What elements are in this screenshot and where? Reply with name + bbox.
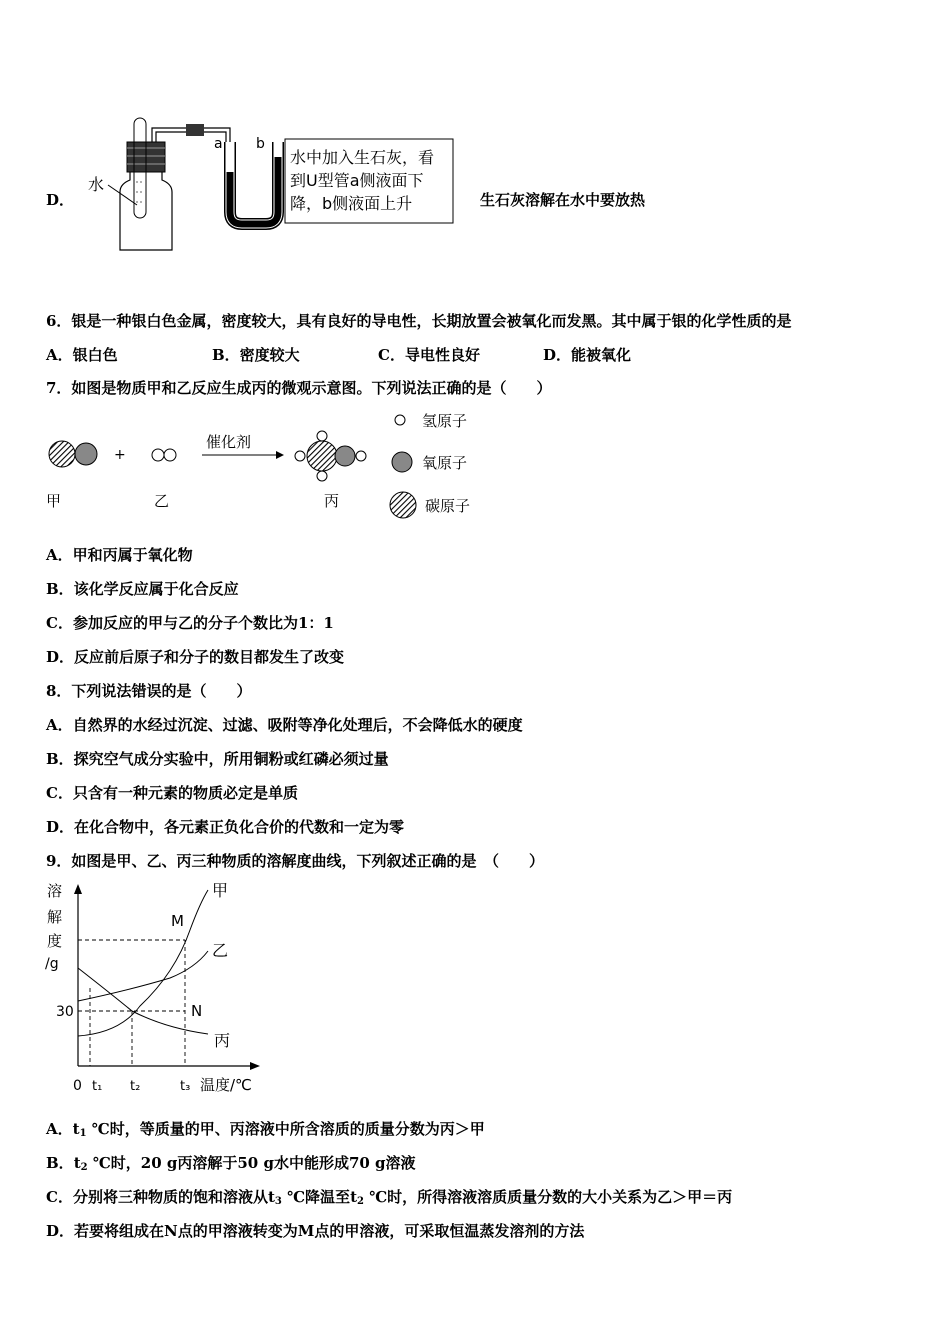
u-tube-liquid	[230, 142, 278, 224]
q9-option-d: D．若要将组成在N点的甲溶液转变为M点的甲溶液，可采取恒温蒸发溶剂的方法	[46, 1222, 585, 1240]
box-line-3: 降，b侧液面上升	[290, 194, 413, 213]
box-line-1: 水中加入生石灰，看	[290, 148, 435, 167]
bing-carbon-atom	[307, 441, 337, 471]
point-m-label: M	[171, 912, 184, 930]
q7-option-a: A．甲和丙属于氧化物	[46, 546, 193, 564]
x-tick-t1: t₁	[92, 1079, 103, 1094]
q9-stem: 9．如图是甲、乙、丙三种物质的溶解度曲线，下列叙述正确的是 （ ）	[46, 852, 544, 870]
legend-hydrogen: 氢原子	[422, 412, 468, 430]
curve-yi-label: 乙	[212, 941, 229, 960]
q9-option-b: B．$t_2$ ℃时，20 g丙溶解于50 g水中能形成70 g溶液	[46, 1154, 416, 1173]
tube-b-label: b	[256, 136, 265, 152]
q5-option-d-conclusion: 生石灰溶解在水中要放热	[480, 191, 646, 209]
legend-oxygen-icon	[392, 452, 412, 472]
x-tick-t2: t₂	[130, 1079, 141, 1094]
legend-carbon: 碳原子	[425, 497, 471, 515]
label-bing: 丙	[324, 492, 340, 510]
label-yi: 乙	[154, 492, 170, 510]
y-tick-30: 30	[56, 1004, 74, 1020]
y-label-2: 解	[47, 908, 63, 926]
x-axis-label: 温度/℃	[200, 1076, 252, 1094]
curve-bing-label: 丙	[214, 1031, 231, 1050]
q9-option-c: C．分别将三种物质的饱和溶液从$t_3$ ℃降温至$t_2$ ℃时，所得溶液溶质质量分数的大小关系为乙＞甲＝丙	[46, 1188, 733, 1207]
q8-stem: 8．下列说法错误的是（ ）	[46, 682, 252, 700]
yi-hydrogen-atom	[164, 449, 176, 461]
q8-option-a: A．自然界的水经过沉淀、过滤、吸附等净化处理后，不会降低水的硬度	[46, 716, 523, 734]
q7-option-c: C．参加反应的甲与乙的分子个数比为1：1	[46, 614, 334, 632]
x-tick-t3: t₃	[180, 1079, 191, 1094]
q7-option-b: B．该化学反应属于化合反应	[46, 580, 239, 598]
yi-hydrogen-atom	[152, 449, 164, 461]
bing-oxygen-atom	[335, 446, 355, 466]
q6-option-c: C．导电性良好	[378, 346, 480, 364]
curve-jia-label: 甲	[212, 881, 229, 900]
jia-carbon-atom	[49, 441, 75, 467]
water-label: 水	[88, 175, 105, 194]
q7-option-d: D．反应前后原子和分子的数目都发生了改变	[46, 648, 345, 666]
jia-oxygen-atom	[75, 443, 97, 465]
tube-connector	[186, 124, 204, 136]
legend-hydrogen-icon	[395, 415, 405, 425]
q9-solubility-chart	[40, 878, 280, 1098]
curve-bing	[78, 968, 208, 1034]
legend-oxygen: 氧原子	[422, 454, 468, 472]
point-n-label: N	[191, 1002, 203, 1020]
q5-option-d-label: D．	[46, 191, 75, 209]
tube-a-label: a	[214, 136, 223, 152]
q8-option-b: B．探究空气成分实验中，所用铜粉或红磷必须过量	[46, 750, 389, 768]
y-label-4: /g	[45, 956, 59, 972]
y-label-3: 度	[47, 932, 63, 950]
q7-stem: 7．如图是物质甲和乙反应生成丙的微观示意图。下列说法正确的是（ ）	[46, 379, 552, 397]
q9-option-a: A．$t_1$ ℃时，等质量的甲、丙溶液中所含溶质的质量分数为丙＞甲	[46, 1120, 485, 1139]
q6-option-a: A．银白色	[46, 346, 118, 364]
catalyst-label: 催化剂	[206, 433, 252, 451]
plus-sign: +	[114, 447, 126, 463]
q5-apparatus-figure	[80, 112, 460, 257]
y-label-1: 溶	[47, 882, 63, 900]
q6-option-d: D．能被氧化	[543, 346, 632, 364]
box-line-2: 到U型管a侧液面下	[290, 171, 424, 190]
curve-jia	[78, 890, 208, 1036]
q8-option-c: C．只含有一种元素的物质必定是单质	[46, 784, 298, 802]
label-jia: 甲	[46, 492, 62, 510]
legend-carbon-icon	[390, 492, 416, 518]
q8-option-d: D．在化合物中，各元素正负化合价的代数和一定为零	[46, 818, 405, 836]
x-origin: 0	[73, 1078, 82, 1094]
q6-stem: 6．银是一种银白色金属，密度较大，具有良好的导电性，长期放置会被氧化而发黑。其中属于银的化学性质的是	[46, 312, 792, 330]
curve-yi	[78, 951, 208, 1001]
q6-option-b: B．密度较大	[212, 346, 300, 364]
q7-reaction-diagram	[40, 402, 500, 524]
